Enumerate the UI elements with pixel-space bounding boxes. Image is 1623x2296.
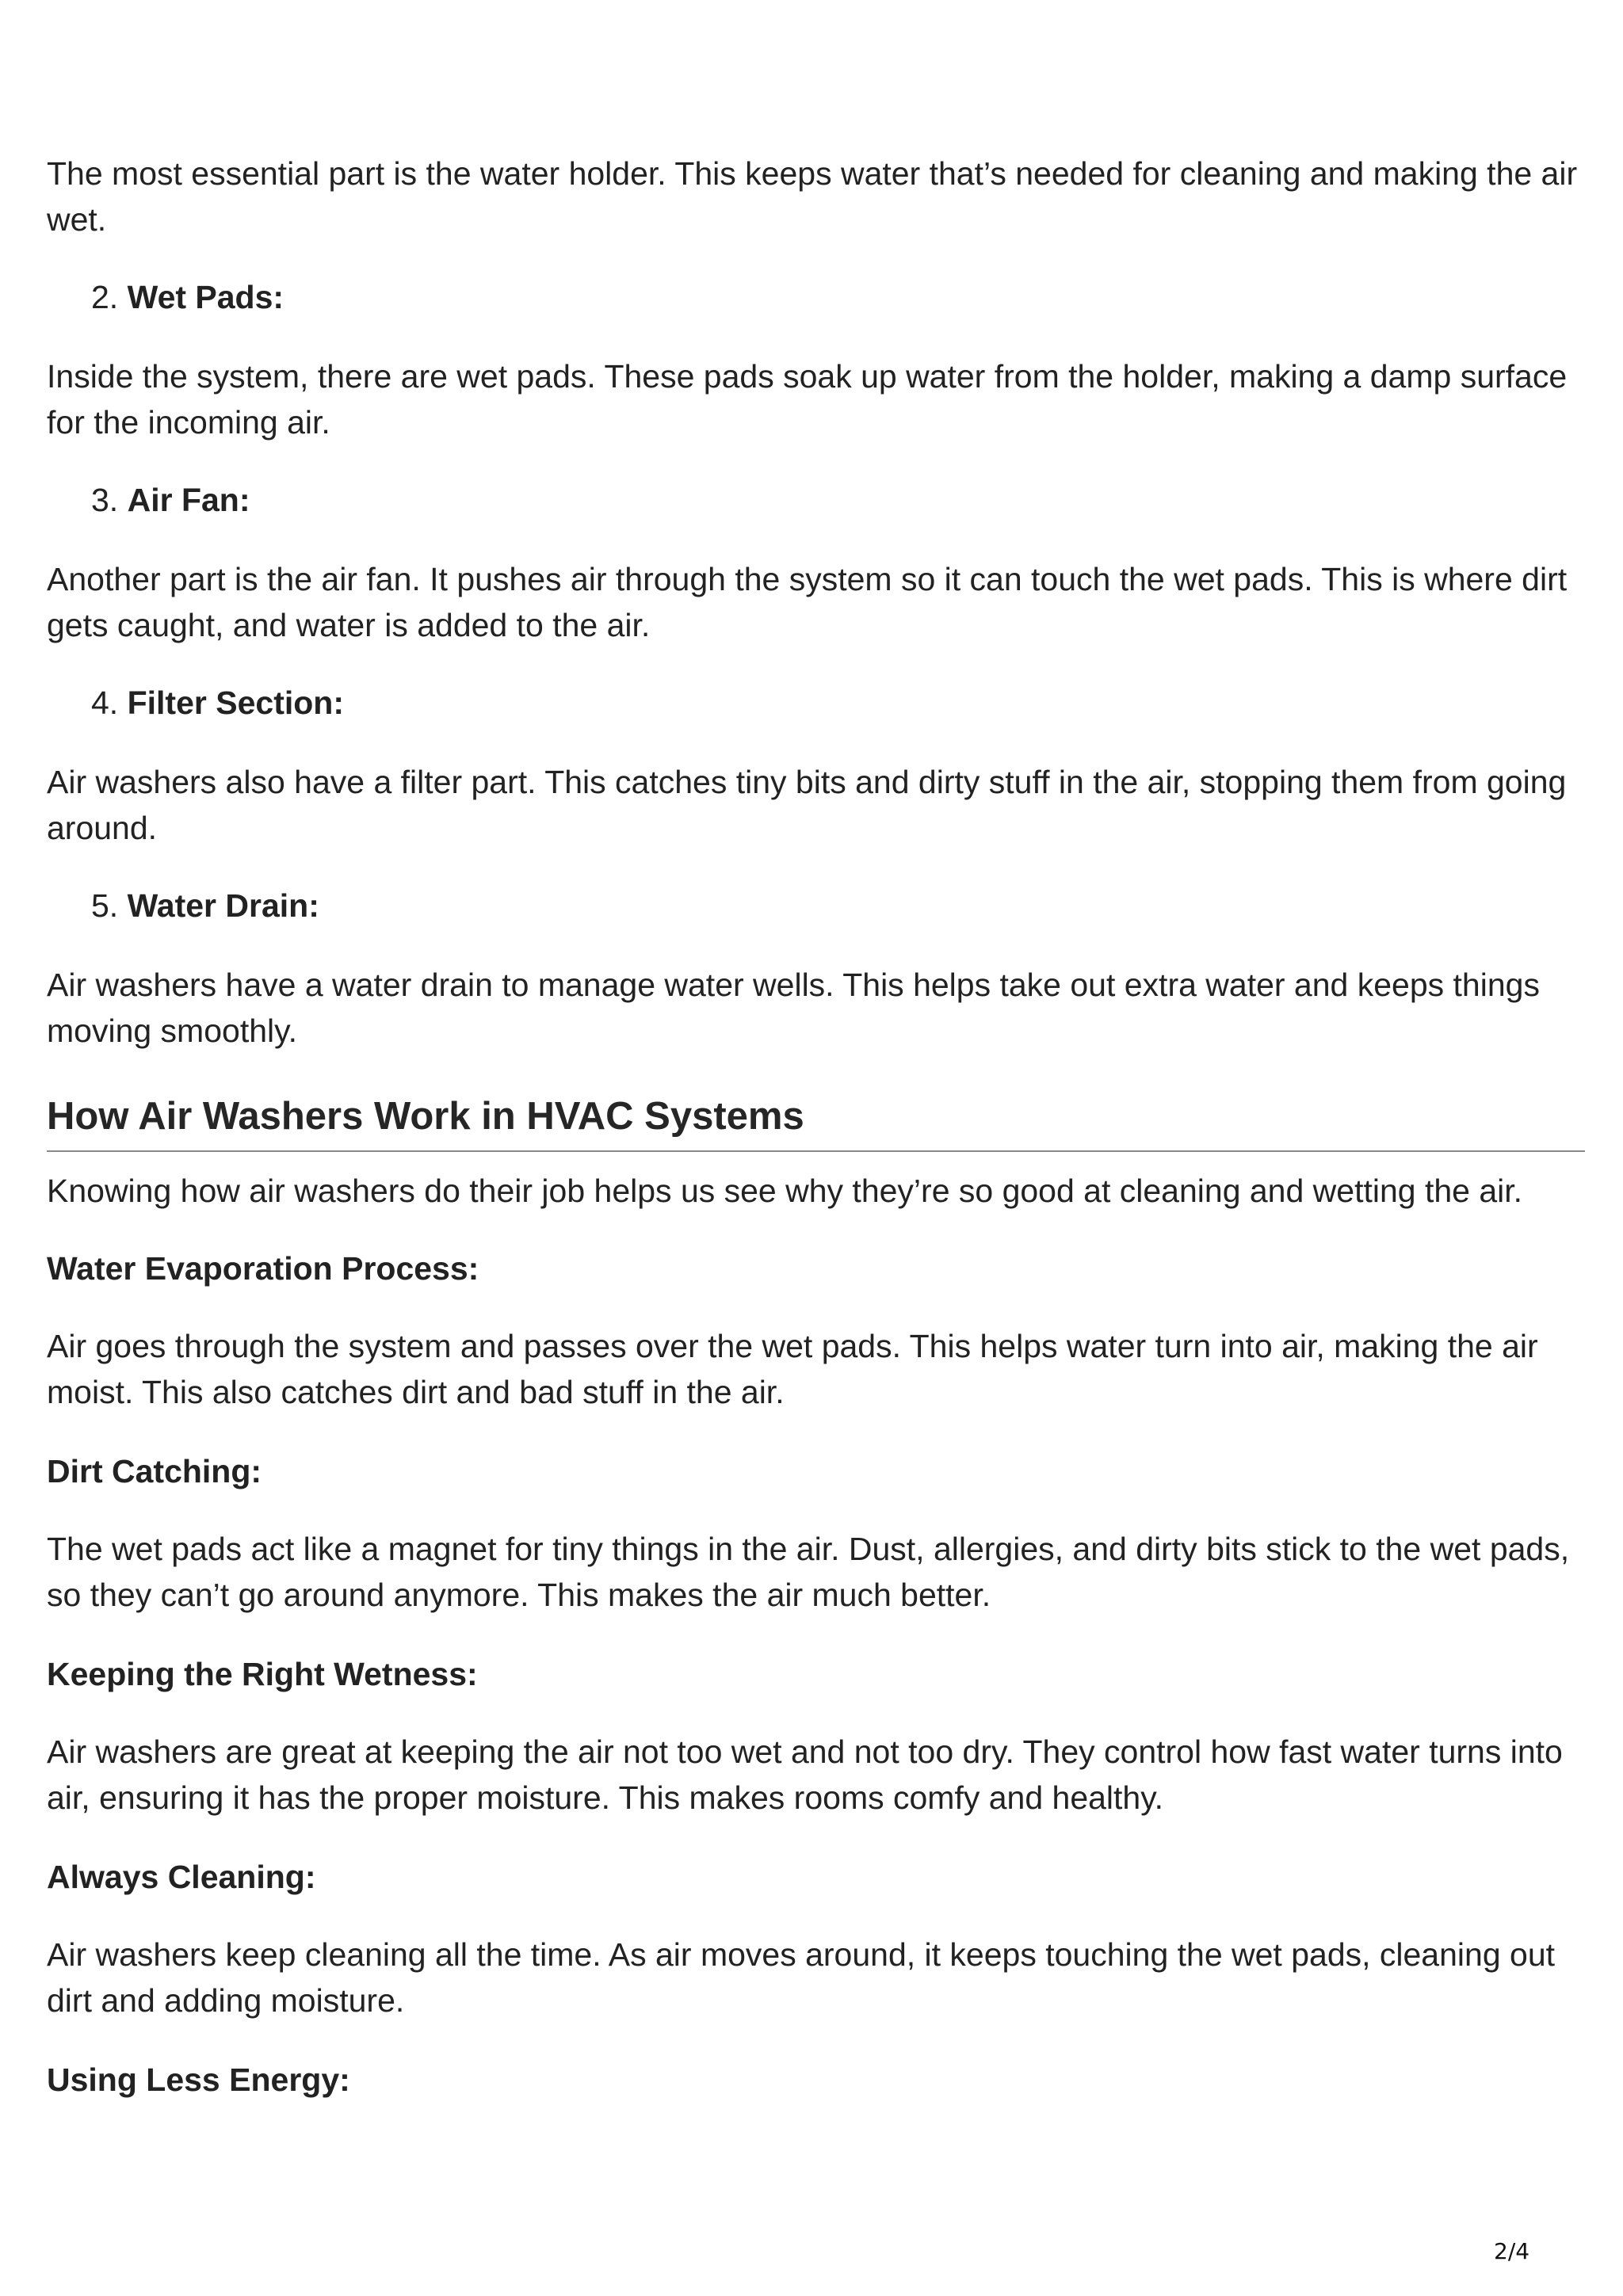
list-item-water-drain [91,883,1585,929]
list-item-filter-section [91,680,1585,726]
section-heading: How Air Washers Work in HVAC Systems [47,1095,804,1138]
list-number: 3. [91,482,119,518]
subsection-paragraph: Air goes through the system and passes over the wet pads. This helps water turn into air, making the air moist. This also catches dirt and bad stuff in the air. [47,1328,1538,1410]
document-page [47,151,1585,2103]
subsection-title: Dirt Catching: [47,1453,262,1489]
subsection-paragraph: Air washers are great at keeping the air not too wet and not too dry. They control how fast water turns into air, ensuring it has the proper moisture. This makes rooms comfy and healthy. [47,1733,1563,1816]
subsection-title: Using Less Energy: [47,2061,350,2098]
intro-paragraph: The most essential part is the water holder. This keeps water that’s needed for cleaning and making the air wet. [47,155,1578,238]
heading-divider [47,1150,1585,1152]
list-number: 2. [91,279,119,315]
list-label: Filter Section: [127,685,344,721]
list-item-air-fan [91,477,1585,523]
list-label: Air Fan: [127,482,250,518]
page-number: 2/4 [1494,2238,1530,2264]
list-number: 5. [91,887,119,924]
subsection-title: Always Cleaning: [47,1859,316,1895]
subsection-paragraph: Air washers keep cleaning all the time. As air moves around, it keeps touching the wet pads, cleaning out dirt and adding moisture. [47,1936,1556,2019]
water-drain-paragraph: Air washers have a water drain to manage water wells. This helps take out extra water and keeps things moving smoothly. [47,967,1540,1049]
subsection-title: Water Evaporation Process: [47,1250,479,1287]
subsection-title: Keeping the Right Wetness: [47,1656,478,1692]
filter-section-paragraph: Air washers also have a filter part. This catches tiny bits and dirty stuff in the air, stopping them from going around. [47,764,1567,846]
list-number: 4. [91,685,119,721]
air-fan-paragraph: Another part is the air fan. It pushes air through the system so it can touch the wet pads. This is where dirt gets caught, and water is added to the air. [47,561,1568,643]
list-label: Water Drain: [127,887,319,924]
list-label: Wet Pads: [127,279,285,315]
list-item-wet-pads [91,274,1585,320]
wet-pads-paragraph: Inside the system, there are wet pads. These pads soak up water from the holder, making a damp surface for the incoming air. [47,358,1568,441]
section-intro-paragraph: Knowing how air washers do their job helps us see why they’re so good at cleaning and wetting the air. [47,1173,1523,1209]
subsection-paragraph: The wet pads act like a magnet for tiny things in the air. Dust, allergies, and dirty bits stick to the wet pads, so they can’t go around anymore. This makes the air much better. [47,1531,1570,1613]
